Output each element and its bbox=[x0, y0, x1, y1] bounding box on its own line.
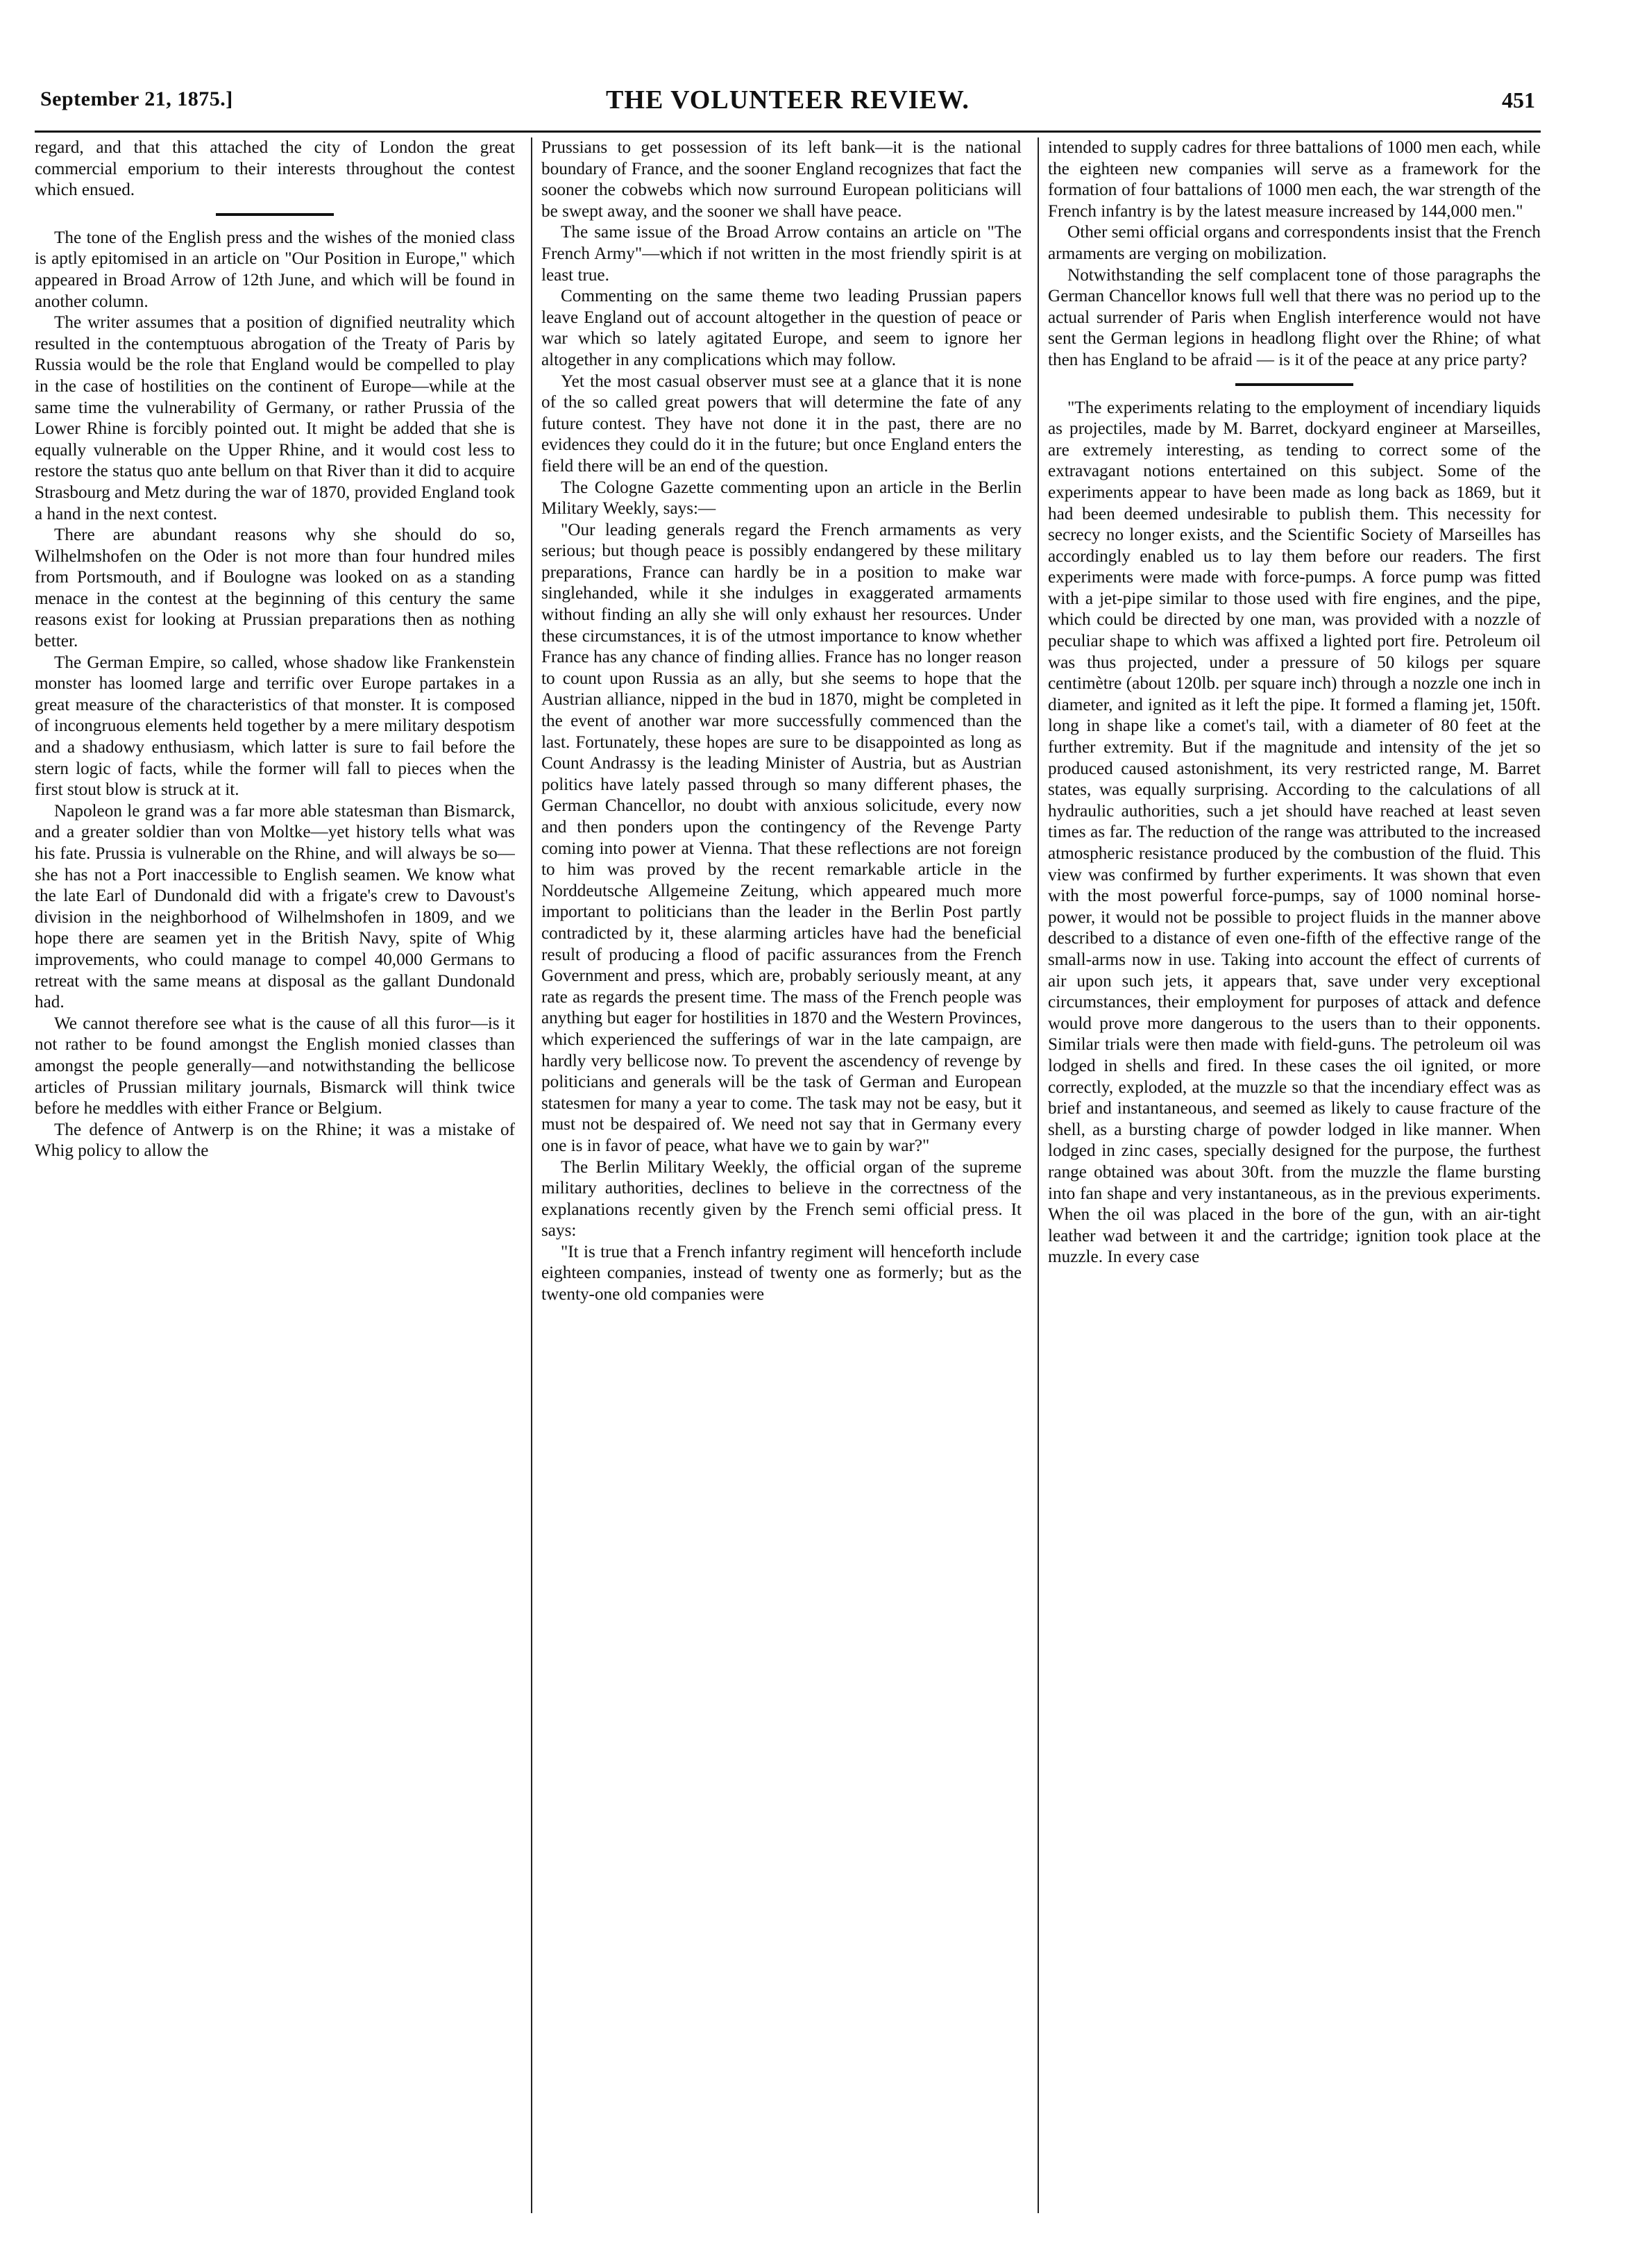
article-columns bbox=[35, 137, 1541, 2213]
section-divider bbox=[1048, 371, 1541, 398]
paragraph: The defence of Antwerp is on the Rhine; it was a mistake of Whig policy to allow the bbox=[35, 1120, 515, 1161]
paragraph: There are abundant reasons why she should do so, Wilhelmshofen on the Oder is not more than four hundred miles from Portsmouth, and if Boulogne was looked on as a standing menace in the contest at the beginning of this century the same reasons exist for looking at Prussian preparations then as nothing better. bbox=[35, 526, 515, 651]
paragraph: The Cologne Gazette commenting upon an article in the Berlin Military Weekly, says:— bbox=[541, 478, 1022, 519]
issue-date: September 21, 1875.] bbox=[40, 87, 233, 110]
paragraph: intended to supply cadres for three battalions of 1000 men each, while the eighteen new companies will serve as a framework for the formation of four battalions of 1000 men each, the war strength of the French infantry is by the latest measure increased by 144,000 men." bbox=[1048, 138, 1541, 221]
quoted-paragraph: "The experiments relating to the employment of incendiary liquids as projectiles, made by M. Barret, dockyard engineer at Marseilles, are extremely interesting, as tending to correct some of the extravagant notions entertained on this subject. Some of the experiments appear to have been made as long back as 1869, but it had been deemed undesirable to publish them. This necessity for secrecy no longer exists, and the Scientific Society of Marseilles has accordingly enabled us to lay them before our readers. The first experiments were made with force-pumps. A force pump was fitted with a jet-pipe similar to those used with fire engines, and the pipe, which could be directed by one man, was provided with a nozzle of peculiar shape to which was affixed a lighted port fire. Petroleum oil was thus projected, under a pressure of 50 kilogs per square centimètre (about 120lb. per square inch) through a nozzle one inch in diameter, and ignited as it left the pipe. It formed a flaming jet, 150ft. long in shape like a comet's tail, with a diameter of 80 feet at the further extremity. But if the magnitude and intensity of the jet so produced caused astonishment, its very restricted range, M. Barret states, was equally surprising. According to the calculations of all hydraulic authorities, such a jet should have reached at least seven times as far. The reduction of the range was attributed to the increased atmospheric resistance produced by the combustion of the fluid. This view was confirmed by further experiments. It was shown that even with the most powerful force-pumps, say of 1000 nominal horse-power, it would not be possible to project fluids in the manner above described to a distance of even one-fifth of the effective range of the small-arms now in use. Taking into account the effect of currents of air upon such jets, it appears that, save under very exceptional circumstances, their employment for purposes of attack and defence would prove more dangerous to the users than to their opponents. Similar trials were then made with field-guns. The petroleum oil was lodged in shells and fired. In these cases the oil ignited, or more correctly, exploded, at the muzzle so that the incendiary effect was as brief and instantaneous, and seemed as likely to cause fracture of the shell, as a bursting charge of powder lodged in like manner. When lodged in zinc cases, specially designed for the purpose, the furthest range obtained was about 30ft. from the muzzle the flame bursting into fan shape and very instantaneous, as in the previous experiments. When the oil was placed in the bore of the gun, with an air-tight leather wad between it and the cartridge; ignition took place at the muzzle. In every case bbox=[1048, 398, 1541, 1267]
page-number: 451 bbox=[1502, 87, 1535, 112]
paragraph: Napoleon le grand was a far more able statesman than Bismarck, and a greater soldier than von Moltke—yet history tells what was his fate. Prussia is vulnerable on the Rhine, and will always be so—she has not a Port inaccessible to English seamen. We know what the late Earl of Dundonald did with a frigate's crew to Davoust's division in the neighborhood of Wilhelmshofen in 1809, and we hope there are seamen yet in the British Navy, spite of Whig improvements, who could manage to compel 40,000 Germans to retreat with the same means at disposal as the gallant Dundonald had. bbox=[35, 801, 515, 1012]
column-1 bbox=[35, 137, 515, 2213]
paragraph: The German Empire, so called, whose shadow like Frankenstein monster has loomed large and terrific over Europe partakes in a great measure of the characteristics of that monster. It is composed of incongruous elements held together by a mere military despotism and a shadowy enthusiasm, which latter is sure to fail before the stern logic of facts, while the former will fall to pieces when the first stout blow is struck at it. bbox=[35, 653, 515, 800]
masthead bbox=[35, 82, 1541, 133]
quoted-paragraph: "Our leading generals regard the French armaments as very serious; but though peace is possibly endangered by these military preparations, France can hardly be in a position to make war singlehanded, while it she indulges in exaggerated armaments without finding an ally she will only exhaust her resources. Under these circumstances, it is of the utmost importance to know whether France has any chance of finding allies. France has no longer reason to count upon Russia as an ally, but she seems to hope that the Austrian alliance, nipped in the bud in 1870, might be completed in the event of another war more successfully commenced than the last. Fortunately, these hopes are sure to be disappointed as long as Count Andrassy is the leading Minister of Austria, but as Austrian politics have lately passed through so many different phases, the German Chancellor, no doubt with anxious solicitude, every now and then ponders upon the contingency of the Revenge Party coming into power at Vienna. That these reflections are not foreign to him was proved by the recent remarkable article in the Norddeutsche Allgemeine Zeitung, which appeared much more important to politicians than the leader in the Berlin Post partly contradicted by it, these alarming articles have had the beneficial result of producing a flood of pacific assurances from the French Government and press, which are, probably seriously meant, at any rate as regards the present time. The mass of the French people was anything but eager for hostilities in 1870 and the Western Provinces, which experienced the sufferings of war in the late campaign, are hardly very bellicose now. To prevent the ascendency of revenge by politicians and generals will be the task of German and European statesmen for many a year to come. The task may not be easy, but it must not be despaired of. We need not say that in Germany every one is in favor of peace, what have we to gain by war?" bbox=[541, 520, 1022, 1155]
column-3 bbox=[1048, 137, 1541, 2213]
paragraph: We cannot therefore see what is the cause of all this furor—is it not rather to be found amongst the English monied classes than amongst the people generally—and notwithstanding the bellicose articles of Prussian military journals, Bismarck will think twice before he meddles with either France or Belgium. bbox=[35, 1014, 515, 1118]
quoted-paragraph: "It is true that a French infantry regiment will henceforth include eighteen companies, instead of twenty one as formerly; but as the twenty-one old companies were bbox=[541, 1242, 1022, 1304]
publication-title: THE VOLUNTEER REVIEW. bbox=[606, 85, 970, 115]
paragraph: Other semi official organs and correspondents insist that the French armaments are verging on mobilization. bbox=[1048, 223, 1541, 263]
paragraph: Notwithstanding the self complacent tone of those paragraphs the German Chancellor knows full well that there was no period up to the actual surrender of Paris when English interference would not have sent the German legions in headlong flight over the Rhine; of what then has England to be afraid — is it of the peace at any price party? bbox=[1048, 265, 1541, 369]
paragraph: The tone of the English press and the wishes of the monied class is aptly epitomised in an article on "Our Position in Europe," which appeared in Broad Arrow of 12th June, and which will be found in another column. bbox=[35, 228, 515, 311]
column-2 bbox=[541, 137, 1022, 2213]
paragraph: Prussians to get possession of its left bank—it is the national boundary of France, and the sooner England recognizes that fact the sooner the cobwebs which now surround European politicians will be swept away, and the sooner we shall have peace. bbox=[541, 138, 1022, 221]
paragraph: The same issue of the Broad Arrow contains an article on "The French Army"—which if not written in the most friendly spirit is at least true. bbox=[541, 223, 1022, 285]
paragraph: regard, and that this attached the city of London the great commercial emporium to their interests throughout the contest which ensued. bbox=[35, 138, 515, 200]
section-divider bbox=[35, 201, 515, 228]
paragraph: Commenting on the same theme two leading Prussian papers leave England out of account altogether in the question of peace or war which so lately agitated Europe, and seem to ignore her altogether in any complications which may follow. bbox=[541, 287, 1022, 369]
paragraph: Yet the most casual observer must see at a glance that it is none of the so called great powers that will determine the fate of any future contest. They have not done it in the past, there are no evidences they could do it in the future; but once England enters the field there will be an end of the question. bbox=[541, 371, 1022, 476]
paragraph: The writer assumes that a position of dignified neutrality which resulted in the contemptuous abrogation of the Treaty of Paris by Russia would be the role that England would be compelled to play in the case of hostilities on the continent of Europe—while at the same time the vulnerability of Germany, or rather Prussia of the Lower Rhine is forcibly pointed out. It might be added that she is equally vulnerable on the Upper Rhine, and it would cost less to restore the status quo ante bellum on that River than it did to acquire Strasbourg and Metz during the war of 1870, provided England took a hand in the next contest. bbox=[35, 313, 515, 523]
paragraph: The Berlin Military Weekly, the official organ of the supreme military authorities, declines to believe in the correctness of the explanations recently given by the French semi official press. It says: bbox=[541, 1157, 1022, 1241]
